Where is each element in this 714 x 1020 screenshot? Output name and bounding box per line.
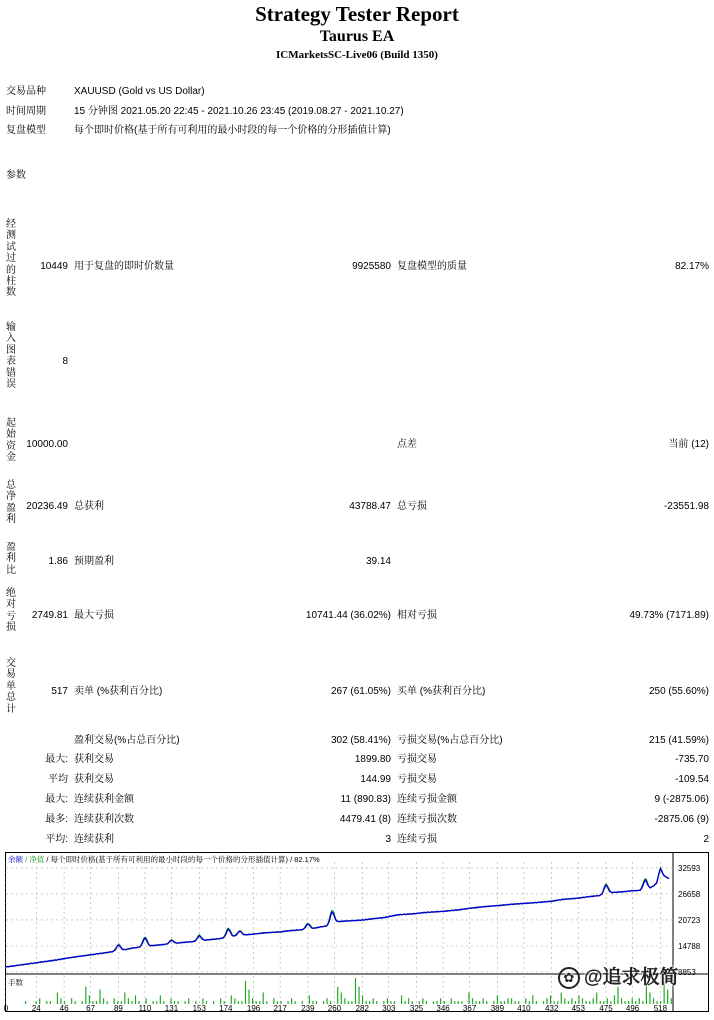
rel-drawdown-label: 相对亏损 <box>397 610 437 621</box>
params-label: 参数 <box>6 170 26 181</box>
spread-value: 当前 (12) <box>668 439 709 450</box>
model-label: 复盘模型 <box>6 125 46 136</box>
watermark-text: @追求极简 <box>584 967 679 988</box>
largest-loss-label: 亏损交易 <box>397 754 437 765</box>
quality-label: 复盘模型的质量 <box>397 261 467 272</box>
largest-profit-value: 1899.80 <box>354 754 391 765</box>
x-tick-label: 346 <box>436 1004 450 1013</box>
max-prefix: 最大: <box>45 794 68 805</box>
x-tick-label: 432 <box>545 1004 559 1013</box>
abs-drawdown-label: 绝对亏损 <box>6 588 16 634</box>
y-tick-label: 26658 <box>678 889 701 899</box>
bars-value: 10449 <box>40 261 68 272</box>
quality-value: 82.17% <box>675 261 709 272</box>
x-tick-label: 518 <box>653 1004 668 1013</box>
expected-payoff-label: 预期盈利 <box>74 556 114 567</box>
gross-loss-label: 总亏损 <box>397 501 427 512</box>
cons-losses-label: 连续亏损金额 <box>397 794 457 805</box>
period-value: 15 分钟图 2021.05.20 22:45 - 2021.10.26 23:45 (2019.08.27 - 2021.10.27) <box>74 106 404 117</box>
net-profit-value: 20236.49 <box>26 501 68 512</box>
x-tick-label: 46 <box>59 1004 69 1013</box>
x-tick-label: 475 <box>599 1004 613 1013</box>
loss-trades-value: 215 (41.59%) <box>648 735 709 746</box>
server-build: ICMarketsSC-Live06 (Build 1350) <box>276 49 438 61</box>
x-tick-label: 0 <box>3 1004 9 1013</box>
x-tick-label: 325 <box>409 1004 424 1013</box>
x-tick-label: 303 <box>382 1004 396 1013</box>
x-tick-label: 410 <box>517 1004 531 1013</box>
volume-label: 手数 <box>8 978 23 987</box>
y-tick-label: 20723 <box>678 915 701 925</box>
short-positions-label: 卖单 (%获利百分比) <box>74 686 163 697</box>
expected-payoff-value: 39.14 <box>365 556 391 567</box>
largest-profit-label: 获利交易 <box>74 754 114 765</box>
cons-loss-label: 连续亏损次数 <box>397 814 457 825</box>
watermark <box>558 962 679 989</box>
watermark-logo-icon: ✿ <box>558 967 580 989</box>
model-value: 每个即时价格(基于所有可利用的最小时段的每一个价格的分形插值计算) <box>74 125 391 136</box>
long-positions-label: 买单 (%获利百分比) <box>397 686 486 697</box>
rel-drawdown-value: 49.73% (7171.89) <box>629 610 709 621</box>
long-positions-value: 250 (55.60%) <box>648 686 709 697</box>
avg-profit-label: 获利交易 <box>74 774 114 785</box>
legend-part: / 每个即时价格(基于所有可利用的最小时段的每一个价格的分形插值计算) / 82.17% <box>44 855 320 864</box>
spread-label: 点差 <box>397 439 417 450</box>
deposit-value: 10000.00 <box>26 439 68 450</box>
x-tick-label: 282 <box>355 1004 369 1013</box>
x-tick-label: 496 <box>625 1004 640 1013</box>
legend-part: 余额 <box>8 855 23 864</box>
x-tick-label: 110 <box>138 1004 152 1013</box>
average-prefix: 平均 <box>48 774 68 785</box>
avg-loss-value: -109.54 <box>675 774 709 785</box>
gross-loss-value: -23551.98 <box>663 501 709 512</box>
max-drawdown-label: 最大亏损 <box>74 610 114 621</box>
x-tick-label: 260 <box>327 1004 342 1013</box>
gross-profit-value: 43788.47 <box>349 501 391 512</box>
avg-cons-losses-label: 连续亏损 <box>397 834 437 845</box>
net-profit-label: 总净盈利 <box>6 480 16 526</box>
period-label: 时间周期 <box>6 106 46 117</box>
profit-factor-value: 1.86 <box>48 556 68 567</box>
x-tick-label: 367 <box>462 1004 477 1013</box>
symbol-label: 交易品种 <box>6 86 46 97</box>
cons-losses-value: 9 (-2875.06) <box>654 794 709 805</box>
avg-loss-label: 亏损交易 <box>397 774 437 785</box>
most-prefix: 最多: <box>45 814 68 825</box>
deposit-label: 起始资金 <box>6 418 16 464</box>
largest-loss-value: -735.70 <box>675 754 709 765</box>
mismatch-label: 输入图表错误 <box>6 322 16 391</box>
short-positions-value: 267 (61.05%) <box>330 686 391 697</box>
x-tick-label: 131 <box>164 1004 179 1013</box>
x-tick-label: 239 <box>301 1004 315 1013</box>
x-tick-label: 196 <box>246 1004 261 1013</box>
chart-legend <box>8 854 320 864</box>
x-tick-label: 153 <box>192 1004 206 1013</box>
legend-part: / 净值 <box>23 855 45 864</box>
x-tick-label: 24 <box>31 1004 41 1013</box>
y-tick-label: 14788 <box>678 941 701 951</box>
largest-prefix: 最大: <box>45 754 68 765</box>
cons-profit-label: 连续获利次数 <box>74 814 134 825</box>
x-tick-label: 453 <box>571 1004 585 1013</box>
profit-trades-label: 盈利交易(%占总百分比) <box>74 735 180 746</box>
cons-wins-value: 11 (890.83) <box>340 794 391 805</box>
total-trades-value: 517 <box>51 686 68 697</box>
report-title: Strategy Tester Report <box>255 2 459 26</box>
avg-cons-losses-value: 2 <box>703 834 709 845</box>
profit-trades-value: 302 (58.41%) <box>330 735 391 746</box>
x-tick-label: 389 <box>490 1004 505 1013</box>
avg2-prefix: 平均: <box>45 834 68 845</box>
cons-wins-label: 连续获利金额 <box>74 794 134 805</box>
x-tick-label: 217 <box>273 1004 287 1013</box>
bars-label: 经测试过的柱数 <box>6 219 16 299</box>
max-drawdown-value: 10741.44 (36.02%) <box>305 610 391 621</box>
gross-profit-label: 总获利 <box>74 501 104 512</box>
symbol-value: XAUUSD (Gold vs US Dollar) <box>74 86 205 97</box>
ticks-label: 用于复盘的即时价数量 <box>74 261 174 272</box>
x-tick-label: 89 <box>113 1004 123 1013</box>
mismatch-value: 8 <box>62 356 68 367</box>
cons-loss-value: -2875.06 (9) <box>654 814 709 825</box>
avg-cons-wins-value: 3 <box>385 834 391 845</box>
x-tick-label: 174 <box>219 1004 233 1013</box>
ticks-value: 9925580 <box>352 261 391 272</box>
profit-factor-label: 盈利比 <box>6 542 16 576</box>
avg-cons-wins-label: 连续获利 <box>74 834 114 845</box>
y-tick-label: 8853 <box>678 968 696 977</box>
ea-name: Taurus EA <box>319 28 395 45</box>
loss-trades-label: 亏损交易(%占总百分比) <box>397 735 503 746</box>
x-tick-label: 67 <box>86 1004 96 1013</box>
cons-profit-value: 4479.41 (8) <box>339 814 391 825</box>
total-trades-label: 交易单总计 <box>6 658 16 715</box>
avg-profit-value: 144.99 <box>360 774 391 785</box>
y-tick-label: 32593 <box>678 863 701 873</box>
abs-drawdown-value: 2749.81 <box>31 610 68 621</box>
